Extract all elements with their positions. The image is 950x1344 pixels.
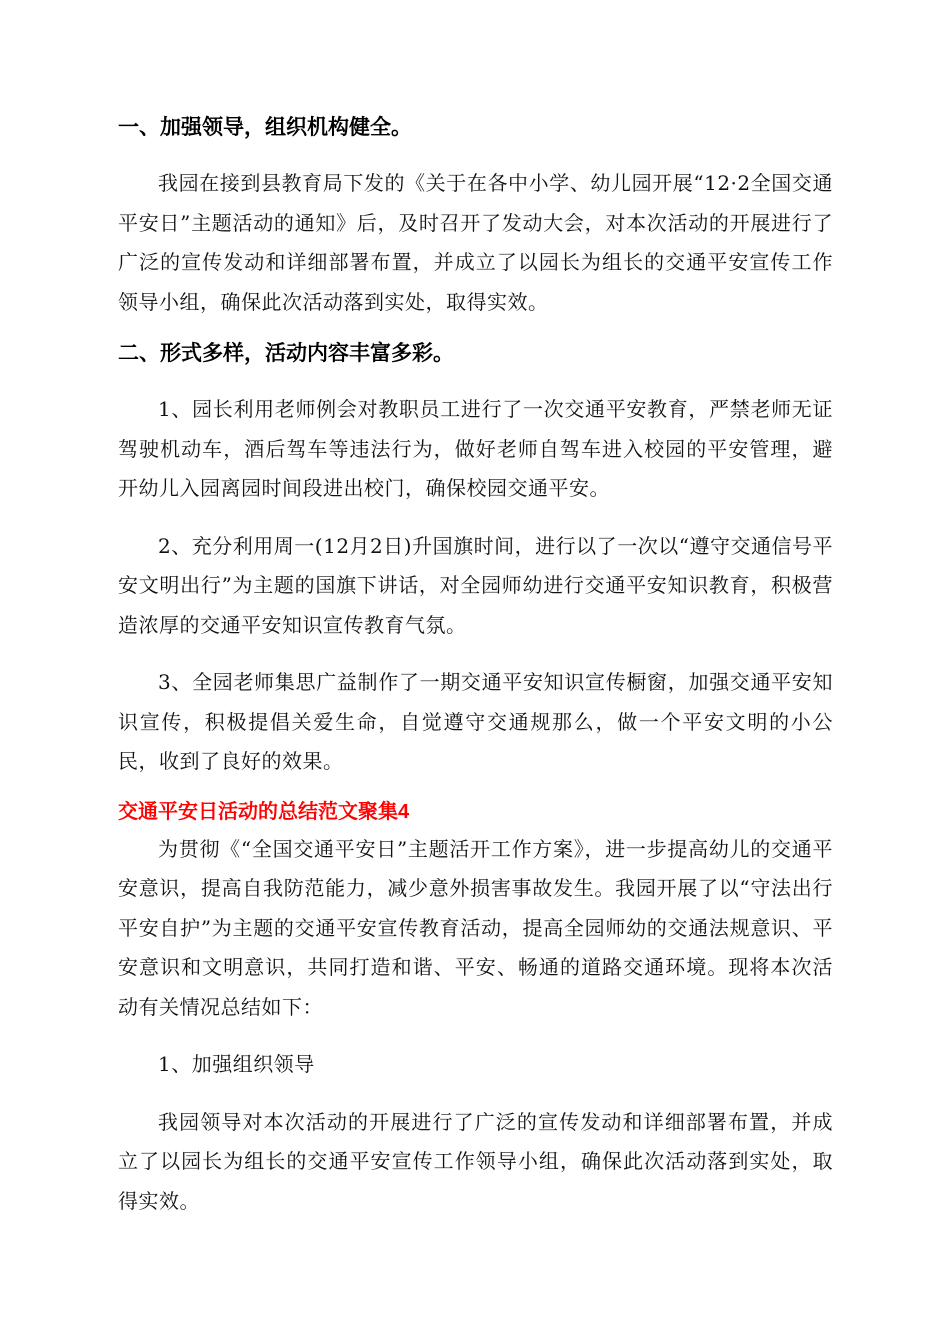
paragraph-item-3: 3、全园老师集思广益制作了一期交通平安知识宣传橱窗，加强交通平安知识宣传，积极提倡关爱生命，自觉遵守交通规那么，做一个平安文明的小公民，收到了良好的效果。 [118,670,833,773]
paragraph-leadership-detail: 我园领导对本次活动的开展进行了广泛的宣传发动和详细部署布置，并成立了以园长为组长的交通平安宣传工作领导小组，确保此次活动落到实处，取得实效。 [118,1109,833,1213]
heading-strengthen-leadership: 一、加强领导，组织机构健全。 [118,115,412,139]
section-title: 交通平安日活动的总结范文聚集4 [118,800,410,823]
paragraph-item-2: 2、充分利用周一(12月2日)升国旗时间，进行以了一次以“遵守交通信号平安文明出行”为主题的国旗下讲话，对全园师幼进行交通平安知识教育，积极营造浓厚的交通平安知识宣传教育气氛。 [118,533,833,637]
paragraph-item-1: 1、园长利用老师例会对教职员工进行了一次交通平安教育，严禁老师无证驾驶机动车，酒后驾车等违法行为，做好老师自驾车进入校园的平安管理，避开幼儿入园离园时间段进出校门，确保校园交通平安。 [118,397,833,500]
heading-diverse-activities: 二、形式多样，活动内容丰富多彩。 [118,341,454,365]
document-body [118,108,833,1221]
paragraph-intro: 为贯彻《“全国交通平安日”主题活开工作方案》，进一步提高幼儿的交通平安意识，提高自我防范能力，减少意外损害事故发生。我园开展了以“守法出行平安自护”为主题的交通平安宣传教育活动，提高全园师幼的交通法规意识、平安意识和文明意识，共同打造和谐、平安、畅通的道路交通环境。现将本次活动有关情况总结如下： [118,836,833,1019]
paragraph-notice-response: 我园在接到县教育局下发的《关于在各中小学、幼儿园开展“12·2全国交通平安日”主题活动的通知》后，及时召开了发动大会，对本次活动的开展进行了广泛的宣传发动和详细部署布置，并成立了以园长为组长的交通平安宣传工作领导小组，确保此次活动落到实处，取得实效。 [118,171,833,314]
paragraph-subheading: 1、加强组织领导 [158,1052,315,1076]
